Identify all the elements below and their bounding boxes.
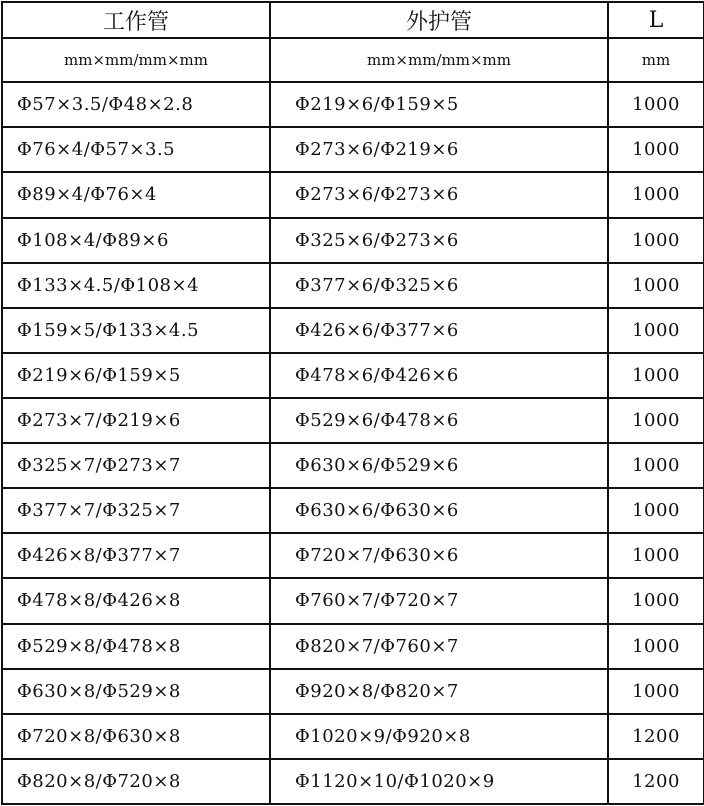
pipe-spec-table	[1, 1, 704, 805]
header-row	[2, 2, 704, 38]
length-cell: 1000	[608, 578, 704, 623]
work-pipe-cell: Φ108×4/Φ89×6	[2, 218, 270, 263]
table-row	[2, 624, 704, 669]
length-cell: 1000	[608, 82, 704, 127]
outer-pipe-cell: Φ325×6/Φ273×6	[270, 218, 608, 263]
length-cell: 1200	[608, 759, 704, 804]
work-pipe-cell: Φ426×8/Φ377×7	[2, 533, 270, 578]
length-cell: 1000	[608, 398, 704, 443]
table-row	[2, 308, 704, 353]
unit-work: mm×mm/mm×mm	[2, 38, 270, 82]
table-row	[2, 353, 704, 398]
unit-outer: mm×mm/mm×mm	[270, 38, 608, 82]
outer-pipe-cell: Φ630×6/Φ529×6	[270, 443, 608, 488]
work-pipe-cell: Φ529×8/Φ478×8	[2, 624, 270, 669]
table-row	[2, 127, 704, 172]
table-row	[2, 172, 704, 217]
outer-pipe-cell: Φ273×6/Φ219×6	[270, 127, 608, 172]
length-cell: 1000	[608, 263, 704, 308]
length-cell: 1000	[608, 533, 704, 578]
work-pipe-cell: Φ89×4/Φ76×4	[2, 172, 270, 217]
outer-pipe-cell: Φ760×7/Φ720×7	[270, 578, 608, 623]
work-pipe-cell: Φ478×8/Φ426×8	[2, 578, 270, 623]
header-length: L	[608, 2, 704, 38]
work-pipe-cell: Φ76×4/Φ57×3.5	[2, 127, 270, 172]
table-row	[2, 714, 704, 759]
length-cell: 1000	[608, 218, 704, 263]
length-cell: 1000	[608, 127, 704, 172]
length-cell: 1000	[608, 624, 704, 669]
unit-length: mm	[608, 38, 704, 82]
length-cell: 1000	[608, 172, 704, 217]
outer-pipe-cell: Φ426×6/Φ377×6	[270, 308, 608, 353]
work-pipe-cell: Φ820×8/Φ720×8	[2, 759, 270, 804]
outer-pipe-cell: Φ920×8/Φ820×7	[270, 669, 608, 714]
outer-pipe-cell: Φ1020×9/Φ920×8	[270, 714, 608, 759]
length-cell: 1200	[608, 714, 704, 759]
work-pipe-cell: Φ273×7/Φ219×6	[2, 398, 270, 443]
work-pipe-cell: Φ377×7/Φ325×7	[2, 488, 270, 533]
table-row	[2, 263, 704, 308]
work-pipe-cell: Φ630×8/Φ529×8	[2, 669, 270, 714]
length-cell: 1000	[608, 669, 704, 714]
outer-pipe-cell: Φ377×6/Φ325×6	[270, 263, 608, 308]
table-row	[2, 669, 704, 714]
outer-pipe-cell: Φ820×7/Φ760×7	[270, 624, 608, 669]
outer-pipe-cell: Φ720×7/Φ630×6	[270, 533, 608, 578]
table-row	[2, 578, 704, 623]
length-cell: 1000	[608, 443, 704, 488]
work-pipe-cell: Φ133×4.5/Φ108×4	[2, 263, 270, 308]
outer-pipe-cell: Φ273×6/Φ273×6	[270, 172, 608, 217]
outer-pipe-cell: Φ529×6/Φ478×6	[270, 398, 608, 443]
table-row	[2, 218, 704, 263]
length-cell: 1000	[608, 308, 704, 353]
work-pipe-cell: Φ159×5/Φ133×4.5	[2, 308, 270, 353]
table-row	[2, 533, 704, 578]
outer-pipe-cell: Φ1120×10/Φ1020×9	[270, 759, 608, 804]
work-pipe-cell: Φ219×6/Φ159×5	[2, 353, 270, 398]
table-body	[2, 2, 704, 804]
table-row	[2, 443, 704, 488]
outer-pipe-cell: Φ478×6/Φ426×6	[270, 353, 608, 398]
outer-pipe-cell: Φ219×6/Φ159×5	[270, 82, 608, 127]
header-work-pipe: 工作管	[2, 2, 270, 38]
length-cell: 1000	[608, 488, 704, 533]
table-row	[2, 398, 704, 443]
work-pipe-cell: Φ325×7/Φ273×7	[2, 443, 270, 488]
work-pipe-cell: Φ720×8/Φ630×8	[2, 714, 270, 759]
work-pipe-cell: Φ57×3.5/Φ48×2.8	[2, 82, 270, 127]
table-row	[2, 488, 704, 533]
table-row	[2, 82, 704, 127]
outer-pipe-cell: Φ630×6/Φ630×6	[270, 488, 608, 533]
length-cell: 1000	[608, 353, 704, 398]
table-row	[2, 759, 704, 804]
units-row	[2, 38, 704, 82]
header-outer-pipe: 外护管	[270, 2, 608, 38]
